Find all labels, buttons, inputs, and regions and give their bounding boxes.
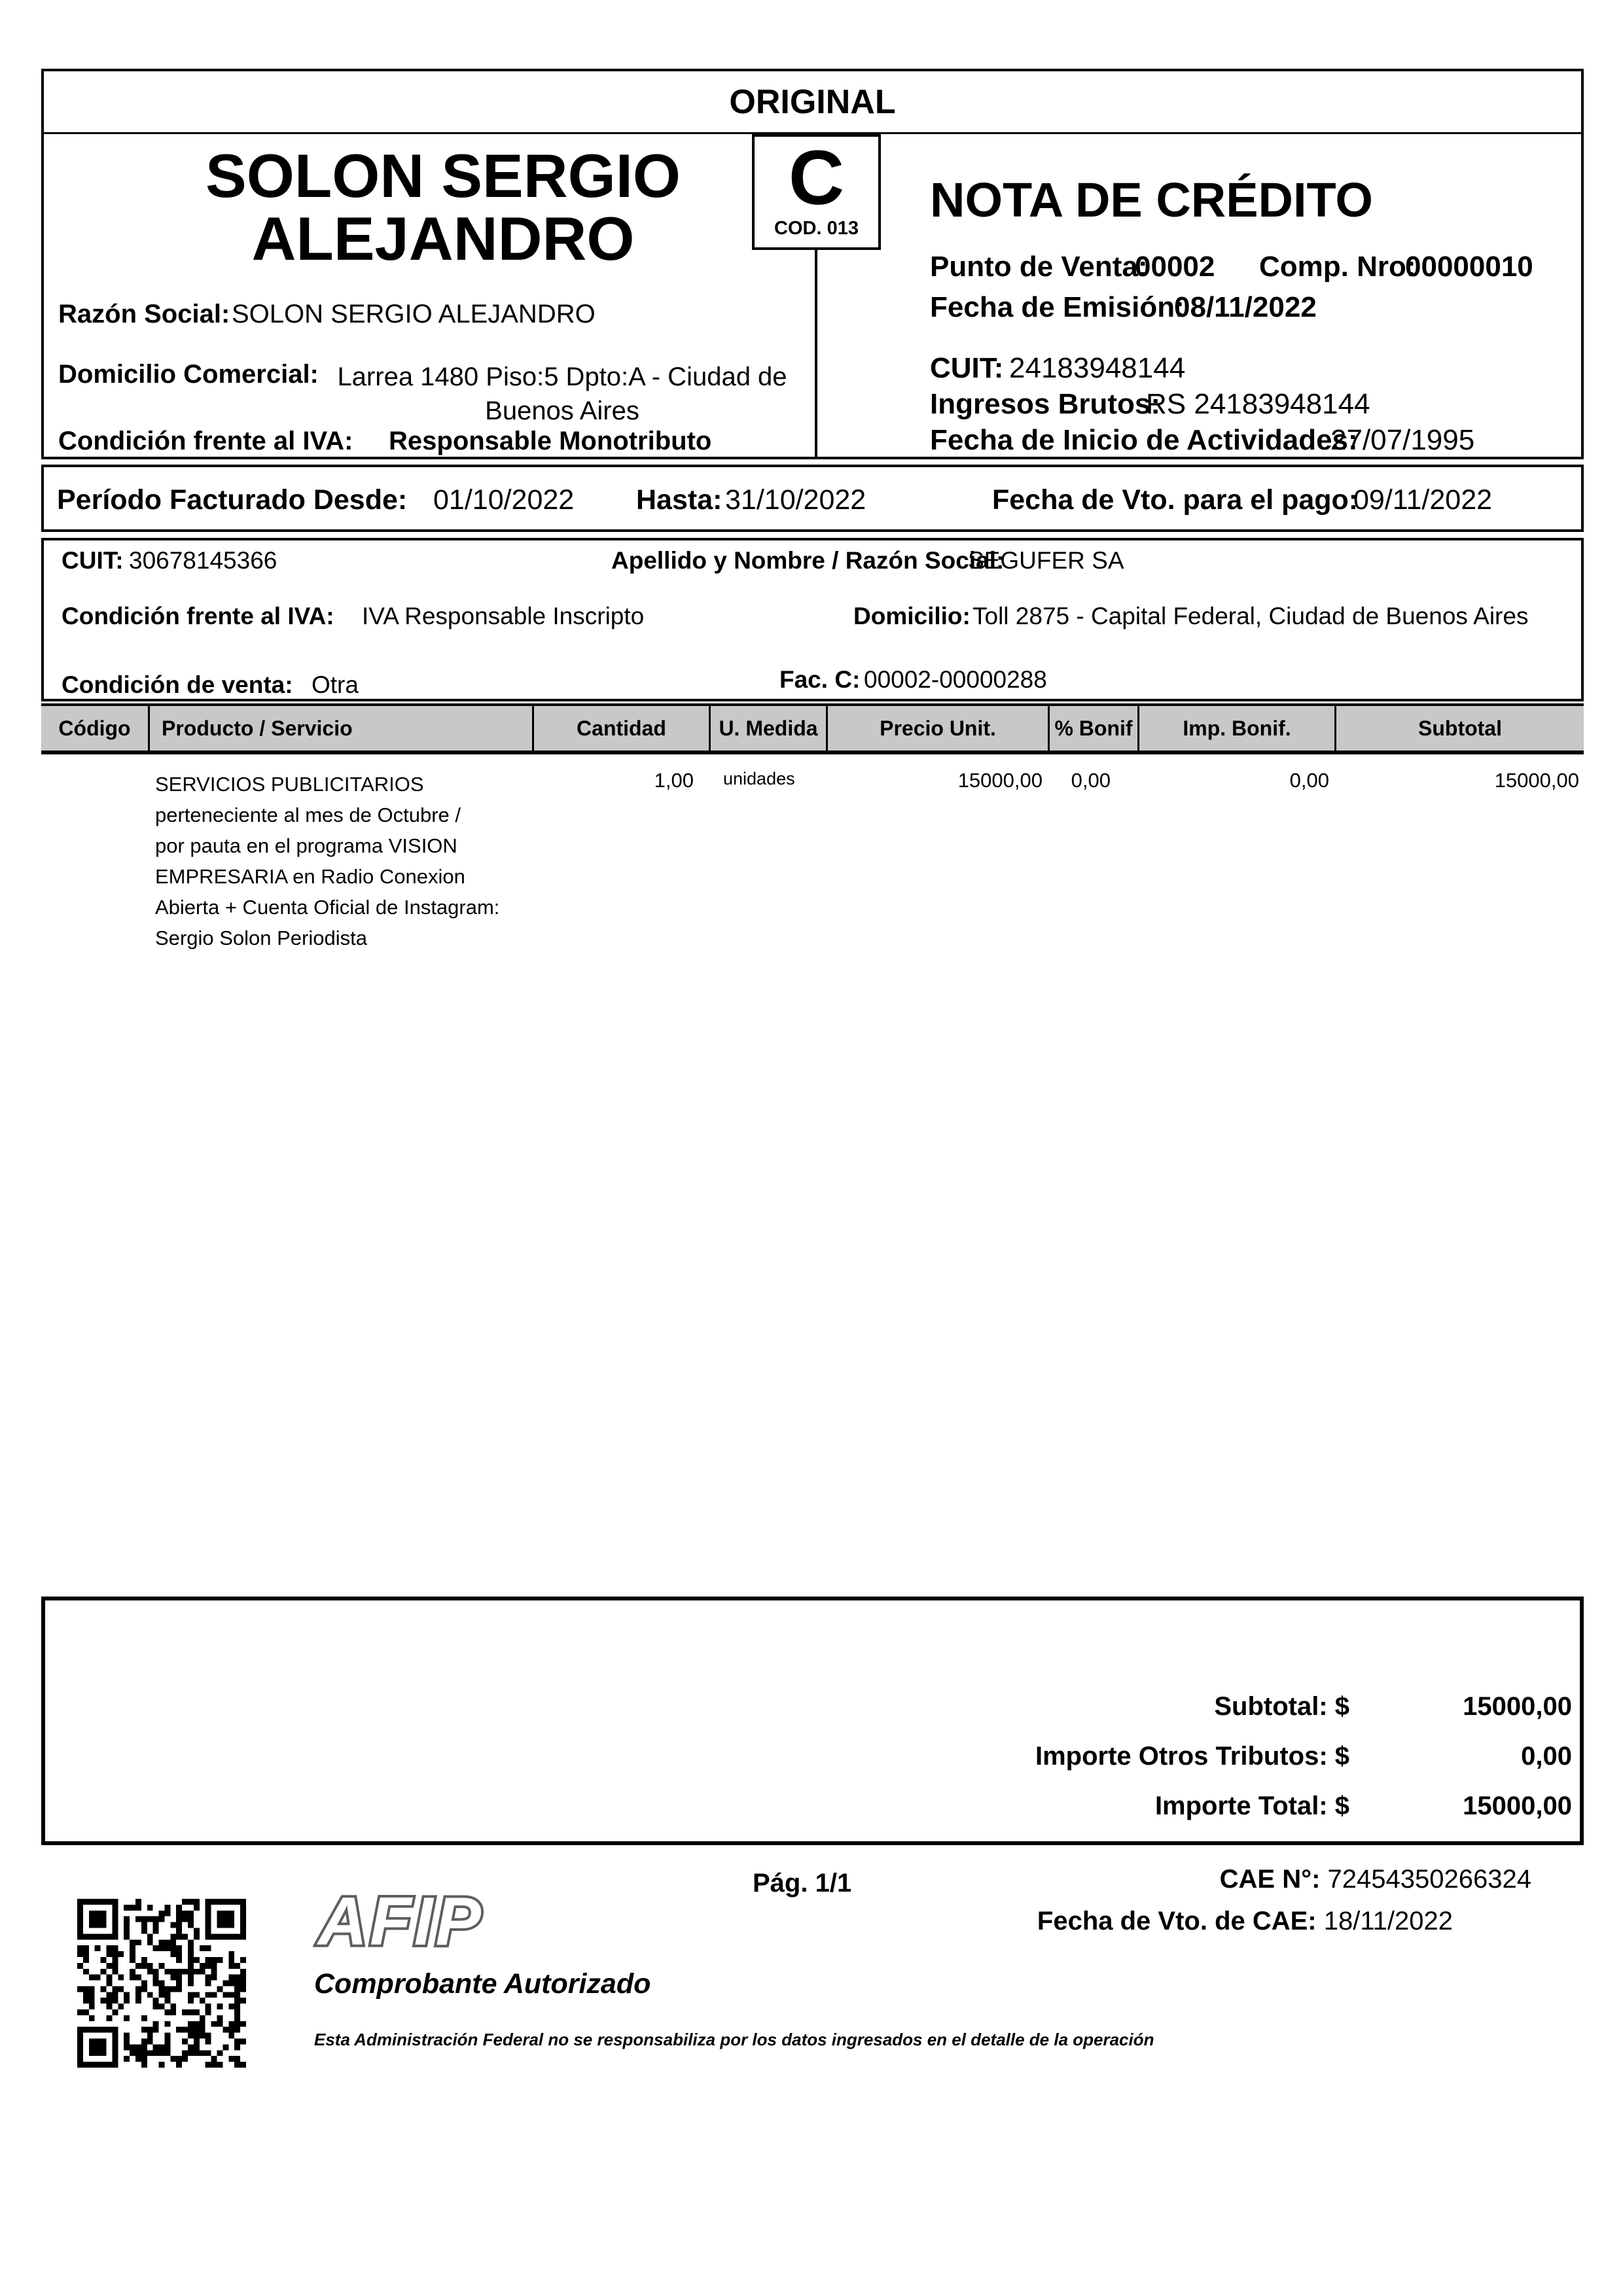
issuer-cuit-value: 24183948144: [1009, 352, 1186, 384]
fac-value: 00002-00000288: [864, 666, 1047, 693]
col-header-impbonif: Imp. Bonif.: [1139, 706, 1336, 751]
period-hasta-value: 31/10/2022: [725, 484, 866, 516]
invoice-letter-code: COD. 013: [774, 218, 859, 239]
item-subtotal: 15000,00: [1494, 769, 1579, 792]
domicilio-line2: Buenos Aires: [485, 397, 639, 425]
cae-vto-row: [982, 1907, 1453, 1936]
domicilio-comercial-label: Domicilio Comercial:: [58, 360, 319, 389]
customer-box: [41, 538, 1584, 701]
col-header-umedida: U. Medida: [711, 706, 828, 751]
item-cantidad: 1,00: [654, 769, 694, 792]
customer-name-label: Apellido y Nombre / Razón Social:: [611, 547, 1005, 574]
totals-importe-total-value: 15000,00: [1463, 1792, 1572, 1820]
col-header-cantidad: Cantidad: [534, 706, 711, 751]
inicio-actividades-label: Fecha de Inicio de Actividades:: [930, 424, 1358, 456]
customer-cuit-value: 30678145366: [129, 547, 277, 574]
domicilio-comercial-value: [320, 360, 804, 428]
item-bonif: 0,00: [1071, 769, 1111, 792]
document-title: NOTA DE CRÉDITO: [930, 173, 1373, 227]
cae-row: [1073, 1865, 1531, 1894]
ingresos-brutos-row: [930, 388, 1370, 421]
copy-type-banner: [41, 69, 1584, 135]
totals-otros-tributos-label: Importe Otros Tributos: $: [1035, 1742, 1349, 1771]
fac-label: Fac. C:: [779, 666, 861, 693]
razon-social-label: Razón Social:: [58, 300, 230, 328]
item-descripcion-line: EMPRESARIA en Radio Conexion: [155, 865, 465, 888]
period-desde-value: 01/10/2022: [433, 484, 575, 516]
totals-subtotal-label: Subtotal: $: [1214, 1692, 1349, 1721]
customer-row-1: [62, 547, 1124, 574]
cae-vto-value: 18/11/2022: [1323, 1907, 1453, 1935]
customer-row-3: [62, 666, 1047, 699]
inicio-actividades-row: [930, 424, 1475, 457]
fecha-emision-row: [930, 291, 1317, 324]
period-row: [57, 484, 1493, 516]
issuer-name-line2: ALEJANDRO: [251, 204, 635, 273]
customer-name-value: SEGUFER SA: [968, 547, 1124, 574]
page-number: Pág. 1/1: [753, 1869, 852, 1898]
col-header-codigo: Código: [41, 706, 150, 751]
totals-subtotal-value: 15000,00: [1463, 1692, 1572, 1721]
issuer-iva-row: [58, 427, 712, 456]
items-table-header: [41, 703, 1584, 754]
condicion-venta-value: Otra: [312, 671, 359, 698]
totals-box: [41, 1597, 1584, 1845]
totals-importe-total-row: [45, 1792, 1580, 1824]
invoice-letter-box: [752, 134, 881, 250]
period-hasta-label: Hasta:: [636, 484, 722, 516]
customer-row-2: [62, 603, 1529, 630]
cae-label: CAE N°:: [1219, 1865, 1321, 1894]
condicion-venta-label: Condición de venta:: [62, 671, 293, 698]
col-header-producto: Producto / Servicio: [150, 706, 534, 751]
domicilio-line1: Larrea 1480 Piso:5 Dpto:A - Ciudad de: [337, 362, 787, 391]
table-row: [41, 759, 1584, 953]
fecha-emision-value: 08/11/2022: [1174, 291, 1317, 323]
col-header-bonif: % Bonif: [1050, 706, 1139, 751]
item-codigo: [41, 759, 150, 769]
qr-code-icon: [69, 1899, 255, 2068]
comp-nro-value: 00000010: [1405, 251, 1533, 283]
authorized-label: Comprobante Autorizado: [314, 1968, 651, 2000]
issuer-name-line1: SOLON SERGIO: [205, 141, 681, 210]
razon-social-row: [58, 300, 596, 329]
item-umedida: unidades: [723, 769, 795, 788]
ingresos-brutos-value: RS 24183948144: [1146, 388, 1370, 420]
afip-logo-text: AFIP: [318, 1884, 484, 1958]
ingresos-brutos-label: Ingresos Brutos:: [930, 388, 1161, 420]
header-section: [41, 134, 1584, 459]
totals-importe-total-label: Importe Total: $: [1154, 1792, 1349, 1820]
comp-nro-label: Comp. Nro:: [1259, 251, 1416, 283]
copy-type-label: ORIGINAL: [729, 82, 896, 121]
period-vto-value: 09/11/2022: [1353, 484, 1493, 516]
fecha-emision-label: Fecha de Emisión:: [930, 291, 1185, 323]
issuer-iva-label: Condición frente al IVA:: [58, 427, 353, 455]
disclaimer-text: Esta Administración Federal no se responsabiliza por los datos ingresados en el detalle de la operación: [314, 2030, 1154, 2049]
punto-venta-label: Punto de Venta:: [930, 251, 1148, 283]
totals-otros-tributos-value: 0,00: [1521, 1742, 1572, 1771]
afip-logo-icon: [313, 1883, 568, 1958]
cae-value: 72454350266324: [1327, 1865, 1531, 1894]
item-descripcion-line: por pauta en el programa VISION: [155, 834, 457, 857]
punto-venta-value: 00002: [1135, 251, 1215, 283]
punto-venta-row: [930, 251, 1533, 283]
totals-subtotal-row: [45, 1692, 1580, 1725]
invoice-letter: C: [788, 135, 845, 221]
col-header-subtotal: Subtotal: [1418, 716, 1502, 740]
customer-cuit-label: CUIT:: [62, 547, 124, 574]
customer-domicilio-value: Toll 2875 - Capital Federal, Ciudad de Buenos Aires: [972, 603, 1529, 629]
item-precio-unit: 15000,00: [957, 769, 1043, 792]
issuer-iva-value: Responsable Monotributo: [389, 427, 712, 455]
customer-iva-value: IVA Responsable Inscripto: [362, 603, 645, 629]
issuer-cuit-row: [930, 352, 1186, 385]
customer-domicilio-label: Domicilio:: [853, 603, 971, 629]
period-box: [41, 465, 1584, 532]
item-descripcion-line: Abierta + Cuenta Oficial de Instagram:: [155, 896, 500, 919]
item-imp-bonif: 0,00: [1289, 769, 1329, 792]
item-descripcion-line: perteneciente al mes de Octubre /: [155, 804, 461, 826]
issuer-cuit-label: CUIT:: [930, 352, 1004, 384]
customer-iva-label: Condición frente al IVA:: [62, 603, 334, 629]
period-vto-label: Fecha de Vto. para el pago:: [992, 484, 1359, 516]
header-divider: [815, 250, 817, 457]
item-descripcion-line: SERVICIOS PUBLICITARIOS: [155, 773, 424, 796]
item-descripcion: [150, 759, 534, 953]
issuer-name: [44, 141, 842, 273]
razon-social-value: SOLON SERGIO ALEJANDRO: [232, 300, 596, 328]
cae-vto-label: Fecha de Vto. de CAE:: [1037, 1907, 1317, 1935]
inicio-actividades-value: 27/07/1995: [1330, 424, 1475, 456]
totals-otros-tributos-row: [45, 1742, 1580, 1775]
domicilio-comercial-row: [58, 360, 787, 425]
item-descripcion-line: Sergio Solon Periodista: [155, 927, 367, 949]
col-header-precio: Precio Unit.: [828, 706, 1050, 751]
period-desde-label: Período Facturado Desde:: [57, 484, 408, 516]
